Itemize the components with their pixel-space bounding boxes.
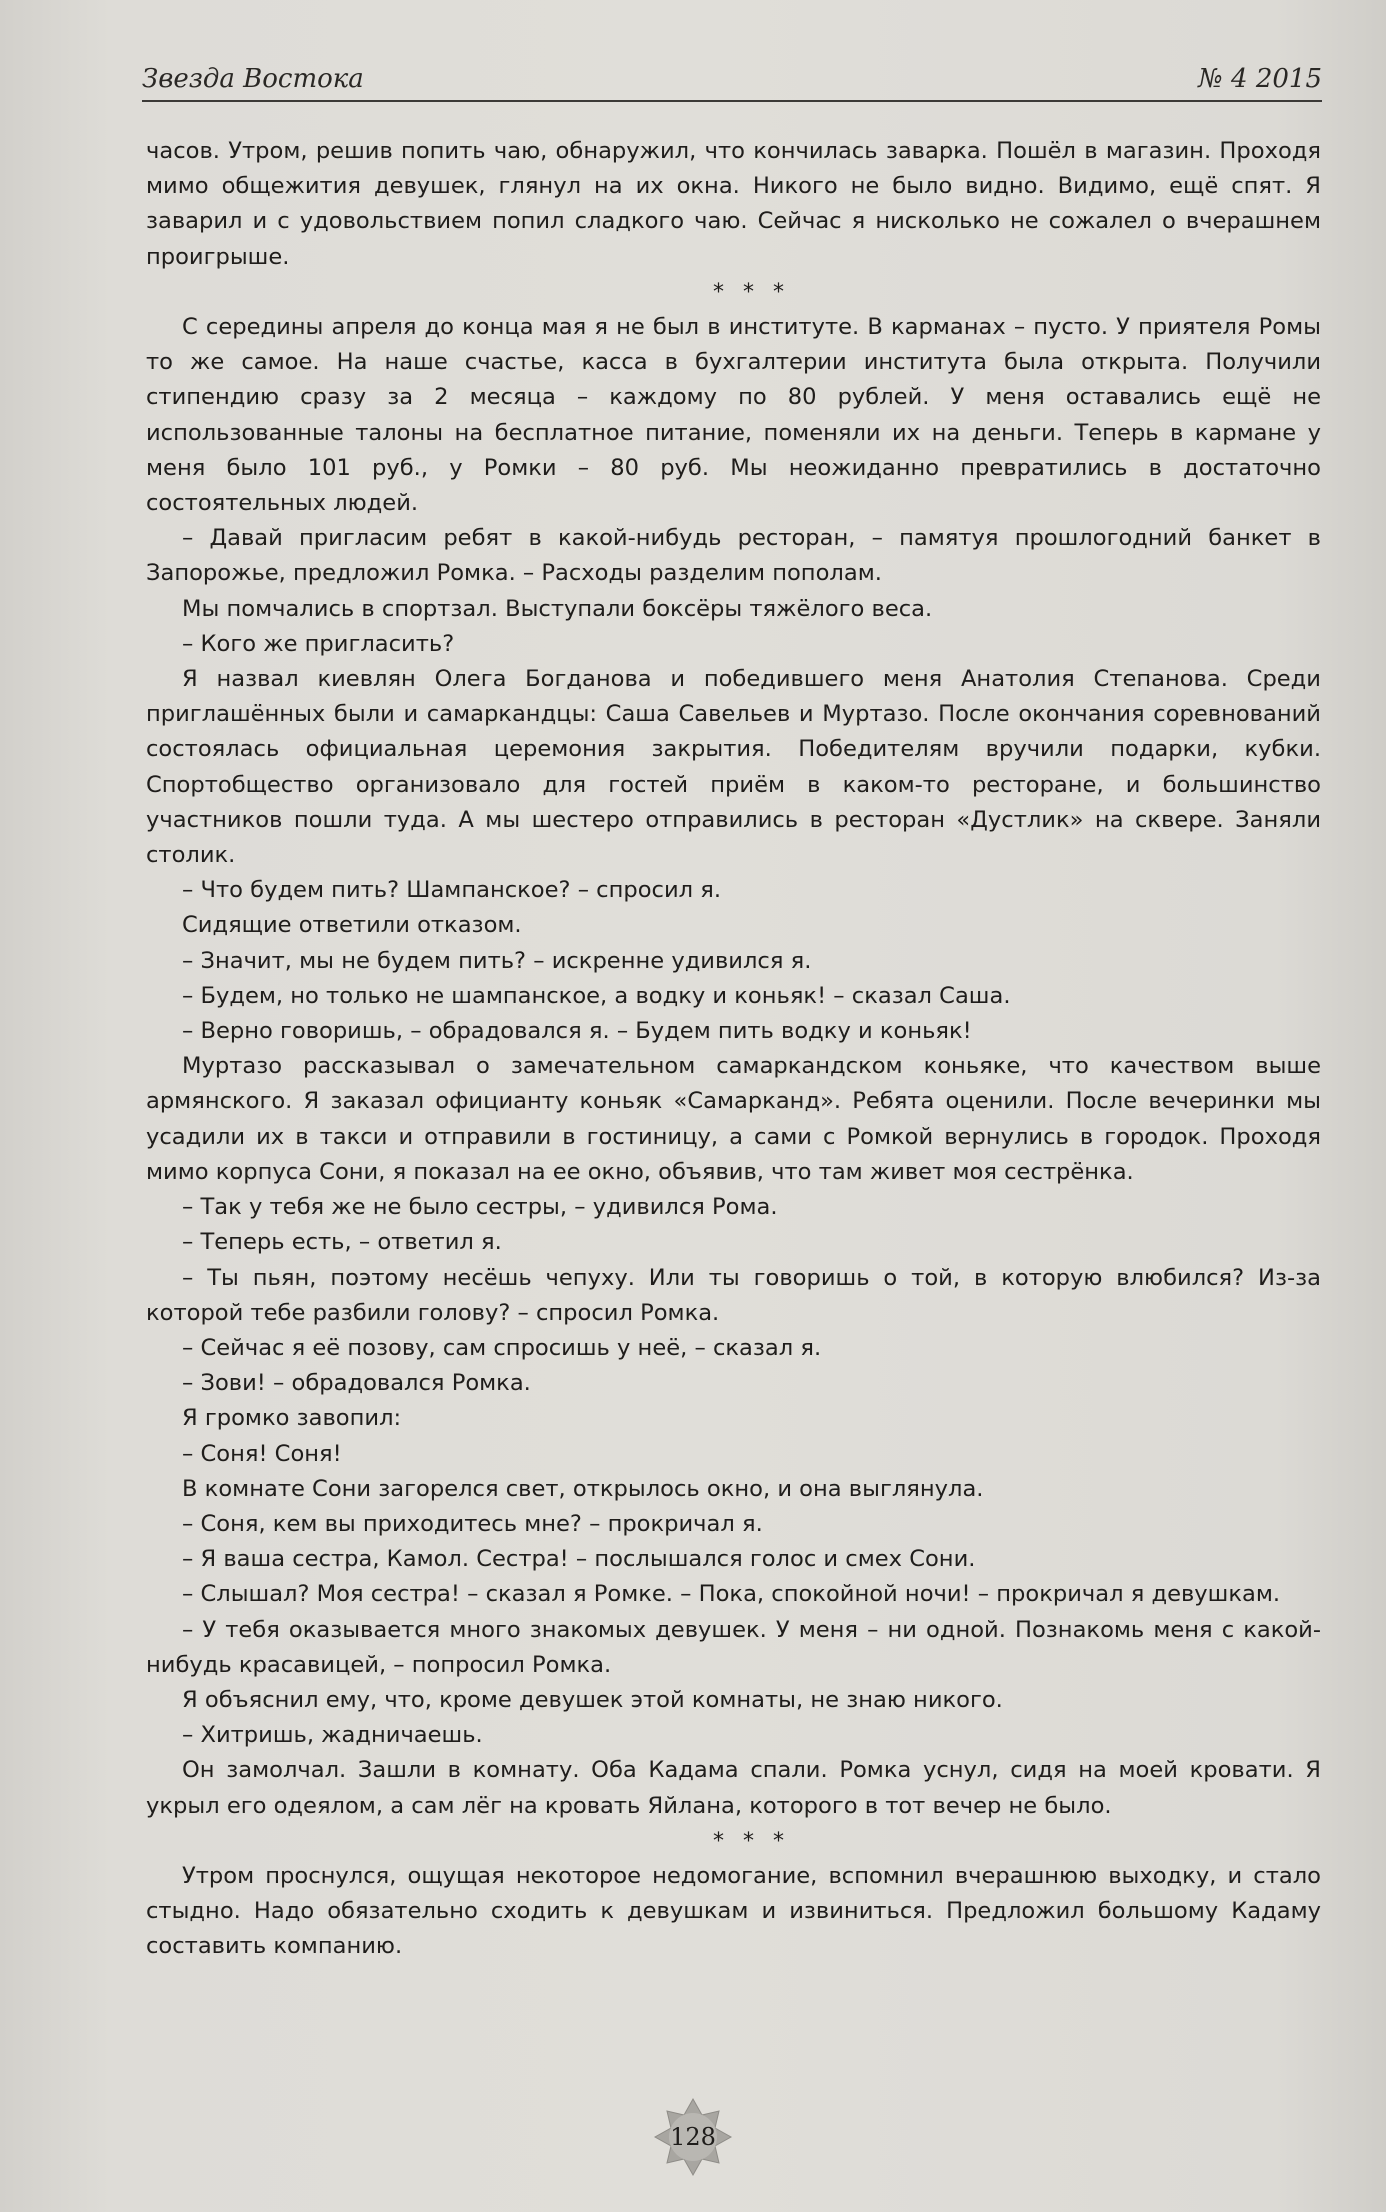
paragraph: – Соня! Соня! [182, 1440, 342, 1467]
paragraph: Я громко завопил: [182, 1405, 402, 1432]
paragraph: С середины апреля до конца мая я не был в институте. В карманах – пусто. У приятеля Ромы то же самое. На наше счастье, касса в бухгалтерии института была открыта. Получили стипендию сразу за 2 месяца – каждому по 80 рублей. У меня оставались ещё не использованные талоны на бесплатное питание, поменяли их на деньги. Теперь в кармане у меня было 101 руб., у Ромки – 80 руб. Мы неожиданно превратились в достаточно состоятельных людей. [146, 314, 1321, 517]
paragraph: – Теперь есть, – ответил я. [182, 1229, 502, 1256]
paragraph: – Кого же пригласить? [182, 630, 455, 657]
paragraph: В комнате Сони загорелся свет, открылось окно, и она выглянула. [182, 1475, 984, 1502]
paragraph: – Так у тебя же не было сестры, – удивился Рома. [182, 1194, 778, 1221]
paragraph: Он замолчал. Зашли в комнату. Оба Кадама спали. Ромка уснул, сидя на моей кровати. Я укрыл его одеялом, а сам лёг на кровать Яйлана, которого в тот вечер не было. [146, 1757, 1321, 1819]
paragraph: – Зови! – обрадовался Ромка. [182, 1370, 531, 1397]
paragraph: Я объяснил ему, что, кроме девушек этой комнаты, не знаю никого. [182, 1686, 1003, 1713]
paragraph: – Что будем пить? Шампанское? – спросил я. [182, 877, 722, 904]
paragraph: Утром проснулся, ощущая некоторое недомогание, вспомнил вчерашнюю выходку, и стало стыдно. Надо обязательно сходить к девушкам и извиниться. Предложил большому Кадаму составить компанию. [146, 1862, 1321, 1960]
section-separator: * * * [713, 279, 790, 305]
paragraph: – Давай пригласим ребят в какой-нибудь ресторан, – памятуя прошлогодний банкет в Запорожье, предложил Ромка. – Расходы разделим пополам. [146, 525, 1321, 587]
paragraph: – Хитришь, жадничаешь. [182, 1722, 483, 1749]
paragraph: Мы помчались в спортзал. Выступали боксёры тяжёлого веса. [182, 595, 933, 622]
paragraph: – Будем, но только не шампанское, а водку и коньяк! – сказал Саша. [182, 982, 1011, 1009]
paragraph: – Я ваша сестра, Камол. Сестра! – послышался голос и смех Сони. [182, 1546, 976, 1573]
paragraph: – Соня, кем вы приходитесь мне? – прокричал я. [182, 1510, 763, 1537]
paragraph: – Сейчас я её позову, сам спросишь у неё, – сказал я. [182, 1334, 822, 1361]
paragraph: – Верно говоришь, – обрадовался я. – Будем пить водку и коньяк! [182, 1018, 972, 1045]
running-header [142, 60, 1322, 102]
page-number-badge [653, 2097, 733, 2177]
section-separator: * * * [713, 1828, 790, 1854]
paragraph: – Слышал? Моя сестра! – сказал я Ромке. – Пока, спокойной ночи! – прокричал я девушкам. [182, 1581, 1281, 1608]
article-body [146, 134, 1321, 1965]
journal-title: Звезда Востока [142, 64, 364, 94]
paragraph: – У тебя оказывается много знакомых девушек. У меня – ни одной. Познакомь меня с какой-нибудь красавицей, – попросил Ромка. [146, 1616, 1321, 1678]
issue-number: № 4 2015 [1198, 64, 1322, 94]
paragraph: Муртазо рассказывал о замечательном самаркандском коньяке, что качеством выше армянского. Я заказал официанту коньяк «Самарканд». Ребята оценили. После вечеринки мы усадили их в такси и отправили в гостиницу, а сами с Ромкой вернулись в городок. Проходя мимо корпуса Сони, я показал на ее окно, объявив, что там живет моя сестрёнка. [146, 1053, 1321, 1185]
paragraph: – Значит, мы не будем пить? – искренне удивился я. [182, 947, 812, 974]
paragraph: Сидящие ответили отказом. [182, 912, 522, 939]
paragraph: Я назвал киевлян Олега Богданова и победившего меня Анатолия Степанова. Среди приглашённых были и самаркандцы: Саша Савельев и Муртазо. После окончания соревнований состоялась официальная церемония закрытия. Победителям вручили подарки, кубки. Спортобщество организовало для гостей приём в каком-то ресторане, и большинство участников пошли туда. А мы шестеро отправились в ресторан «Дустлик» на сквере. Заняли столик. [146, 666, 1321, 869]
paragraph: часов. Утром, решив попить чаю, обнаружил, что кончилась заварка. Пошёл в магазин. Проходя мимо общежития девушек, глянул на их окна. Никого не было видно. Видимо, ещё спят. Я заварил и с удовольствием попил сладкого чаю. Сейчас я нисколько не сожалел о вчерашнем проигрыше. [146, 138, 1321, 270]
page-number: 128 [670, 2123, 716, 2151]
paragraph: – Ты пьян, поэтому несёшь чепуху. Или ты говоришь о той, в которую влюбился? Из-за которой тебе разбили голову? – спросил Ромка. [146, 1264, 1321, 1326]
